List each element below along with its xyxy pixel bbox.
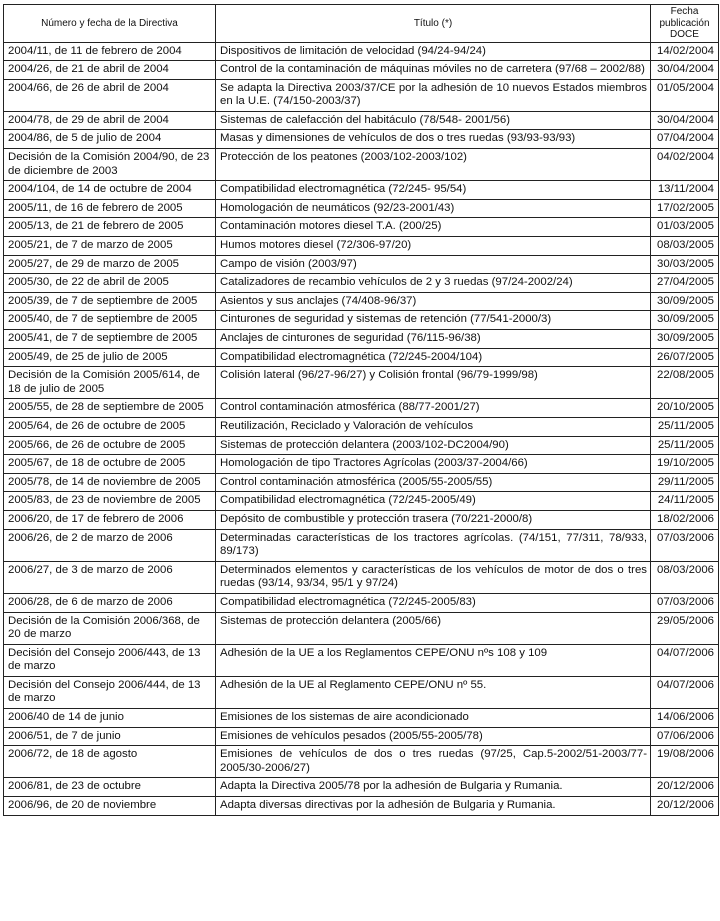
directives-table <box>3 4 719 816</box>
directive-number-date: 2006/51, de 7 de junio <box>4 727 216 746</box>
table-row <box>4 644 719 676</box>
directive-number-date: 2005/66, de 26 de octubre de 2005 <box>4 436 216 455</box>
directive-number-date: 2004/11, de 11 de febrero de 2004 <box>4 42 216 61</box>
directive-title: Depósito de combustible y protección trasera (70/221-2000/8) <box>216 510 651 529</box>
directive-title: Dispositivos de limitación de velocidad (94/24-94/24) <box>216 42 651 61</box>
header-row <box>4 5 719 43</box>
doce-publication-date: 01/05/2004 <box>651 79 719 111</box>
doce-publication-date: 30/09/2005 <box>651 330 719 349</box>
directive-number-date: 2005/83, de 23 de noviembre de 2005 <box>4 492 216 511</box>
table-row <box>4 181 719 200</box>
directive-title: Protección de los peatones (2003/102-2003/102) <box>216 149 651 181</box>
directive-number-date: 2006/72, de 18 de agosto <box>4 746 216 778</box>
doce-publication-date: 07/04/2004 <box>651 130 719 149</box>
table-row <box>4 797 719 816</box>
directive-number-date: 2005/64, de 26 de octubre de 2005 <box>4 417 216 436</box>
table-row <box>4 218 719 237</box>
directive-title: Control contaminación atmosférica (88/77-2001/27) <box>216 399 651 418</box>
directive-number-date: 2005/21, de 7 de marzo de 2005 <box>4 237 216 256</box>
directive-number-date: 2006/40 de 14 de junio <box>4 709 216 728</box>
directive-title: Emisiones de vehículos pesados (2005/55-2005/78) <box>216 727 651 746</box>
directive-title: Homologación de neumáticos (92/23-2001/43) <box>216 199 651 218</box>
directive-number-date: Decisión del Consejo 2006/444, de 13 de marzo <box>4 676 216 708</box>
doce-publication-date: 18/02/2006 <box>651 510 719 529</box>
table-row <box>4 149 719 181</box>
doce-publication-date: 25/11/2005 <box>651 417 719 436</box>
directive-title: Compatibilidad electromagnética (72/245-2005/83) <box>216 593 651 612</box>
directive-number-date: Decisión de la Comisión 2004/90, de 23 de diciembre de 2003 <box>4 149 216 181</box>
doce-publication-date: 01/03/2005 <box>651 218 719 237</box>
table-row <box>4 348 719 367</box>
directive-title: Reutilización, Reciclado y Valoración de vehículos <box>216 417 651 436</box>
directive-number-date: 2005/11, de 16 de febrero de 2005 <box>4 199 216 218</box>
directive-title: Cinturones de seguridad y sistemas de retención (77/541-2000/3) <box>216 311 651 330</box>
doce-publication-date: 07/03/2006 <box>651 529 719 561</box>
table-row <box>4 274 719 293</box>
directive-title: Adapta diversas directivas por la adhesión de Bulgaria y Rumania. <box>216 797 651 816</box>
doce-publication-date: 30/03/2005 <box>651 255 719 274</box>
doce-publication-date: 14/02/2004 <box>651 42 719 61</box>
directive-number-date: 2006/28, de 6 de marzo de 2006 <box>4 593 216 612</box>
directive-number-date: 2005/13, de 21 de febrero de 2005 <box>4 218 216 237</box>
table-row <box>4 510 719 529</box>
directive-title: Sistemas de protección delantera (2003/102-DC2004/90) <box>216 436 651 455</box>
directive-number-date: 2005/78, de 14 de noviembre de 2005 <box>4 473 216 492</box>
table-row <box>4 561 719 593</box>
table-row <box>4 676 719 708</box>
directive-title: Se adapta la Directiva 2003/37/CE por la adhesión de 10 nuevos Estados miembros en la U.E. (74/150-2003/37) <box>216 79 651 111</box>
doce-publication-date: 07/03/2006 <box>651 593 719 612</box>
doce-publication-date: 27/04/2005 <box>651 274 719 293</box>
directive-title: Emisiones de los sistemas de aire acondicionado <box>216 709 651 728</box>
directive-title: Determinados elementos y características de los vehículos de motor de dos o tres ruedas (93/14, 93/34, 95/1 y 97/24) <box>216 561 651 593</box>
table-row <box>4 237 719 256</box>
directive-title: Catalizadores de recambio vehículos de 2 y 3 ruedas (97/24-2002/24) <box>216 274 651 293</box>
doce-publication-date: 30/04/2004 <box>651 111 719 130</box>
table-row <box>4 492 719 511</box>
directive-number-date: 2006/20, de 17 de febrero de 2006 <box>4 510 216 529</box>
directive-title: Campo de visión (2003/97) <box>216 255 651 274</box>
doce-publication-date: 20/12/2006 <box>651 797 719 816</box>
table-row <box>4 709 719 728</box>
directive-title: Contaminación motores diesel T.A. (200/25) <box>216 218 651 237</box>
header-title: Título (*) <box>216 5 651 43</box>
table-row <box>4 455 719 474</box>
doce-publication-date: 29/11/2005 <box>651 473 719 492</box>
table-row <box>4 330 719 349</box>
directive-title: Compatibilidad electromagnética (72/245-2005/49) <box>216 492 651 511</box>
doce-publication-date: 30/04/2004 <box>651 61 719 80</box>
table-body <box>4 42 719 815</box>
directive-title: Sistemas de protección delantera (2005/66) <box>216 612 651 644</box>
directive-title: Anclajes de cinturones de seguridad (76/115-96/38) <box>216 330 651 349</box>
directive-title: Sistemas de calefacción del habitáculo (78/548- 2001/56) <box>216 111 651 130</box>
directive-number-date: 2004/78, de 29 de abril de 2004 <box>4 111 216 130</box>
directive-title: Compatibilidad electromagnética (72/245- 95/54) <box>216 181 651 200</box>
table-row <box>4 778 719 797</box>
table-row <box>4 367 719 399</box>
directive-number-date: 2006/96, de 20 de noviembre <box>4 797 216 816</box>
doce-publication-date: 07/06/2006 <box>651 727 719 746</box>
table-row <box>4 417 719 436</box>
directive-number-date: 2006/27, de 3 de marzo de 2006 <box>4 561 216 593</box>
doce-publication-date: 30/09/2005 <box>651 311 719 330</box>
header-number-date: Número y fecha de la Directiva <box>4 5 216 43</box>
directive-number-date: 2005/55, de 28 de septiembre de 2005 <box>4 399 216 418</box>
directive-title: Homologación de tipo Tractores Agrícolas (2003/37-2004/66) <box>216 455 651 474</box>
doce-publication-date: 08/03/2006 <box>651 561 719 593</box>
directive-number-date: 2005/39, de 7 de septiembre de 2005 <box>4 292 216 311</box>
table-row <box>4 746 719 778</box>
directive-title: Colisión lateral (96/27-96/27) y Colisión frontal (96/79-1999/98) <box>216 367 651 399</box>
table-row <box>4 311 719 330</box>
directive-title: Humos motores diesel (72/306-97/20) <box>216 237 651 256</box>
table-row <box>4 612 719 644</box>
table-row <box>4 199 719 218</box>
doce-publication-date: 17/02/2005 <box>651 199 719 218</box>
doce-publication-date: 19/10/2005 <box>651 455 719 474</box>
table-row <box>4 727 719 746</box>
directive-number-date: 2005/67, de 18 de octubre de 2005 <box>4 455 216 474</box>
directive-number-date: 2004/66, de 26 de abril de 2004 <box>4 79 216 111</box>
doce-publication-date: 04/02/2004 <box>651 149 719 181</box>
table-row <box>4 473 719 492</box>
directive-number-date: 2006/26, de 2 de marzo de 2006 <box>4 529 216 561</box>
doce-publication-date: 26/07/2005 <box>651 348 719 367</box>
directive-number-date: Decisión del Consejo 2006/443, de 13 de marzo <box>4 644 216 676</box>
directive-title: Asientos y sus anclajes (74/408-96/37) <box>216 292 651 311</box>
directive-title: Adhesión de la UE a los Reglamentos CEPE/ONU nºs 108 y 109 <box>216 644 651 676</box>
directive-number-date: 2004/26, de 21 de abril de 2004 <box>4 61 216 80</box>
table-row <box>4 529 719 561</box>
directive-title: Masas y dimensiones de vehículos de dos o tres ruedas (93/93-93/93) <box>216 130 651 149</box>
directive-number-date: 2004/86, de 5 de julio de 2004 <box>4 130 216 149</box>
directive-title: Emisiones de vehículos de dos o tres ruedas (97/25, Cap.5-2002/51-2003/77-2005/30-2006/27) <box>216 746 651 778</box>
table-row <box>4 130 719 149</box>
doce-publication-date: 08/03/2005 <box>651 237 719 256</box>
directive-title: Adhesión de la UE al Reglamento CEPE/ONU nº 55. <box>216 676 651 708</box>
doce-publication-date: 22/08/2005 <box>651 367 719 399</box>
directive-title: Adapta la Directiva 2005/78 por la adhesión de Bulgaria y Rumania. <box>216 778 651 797</box>
table-row <box>4 399 719 418</box>
directive-number-date: 2005/30, de 22 de abril de 2005 <box>4 274 216 293</box>
directive-number-date: 2005/40, de 7 de septiembre de 2005 <box>4 311 216 330</box>
doce-publication-date: 20/10/2005 <box>651 399 719 418</box>
header-doce-date: Fecha publicación DOCE <box>651 5 719 43</box>
table-row <box>4 79 719 111</box>
doce-publication-date: 24/11/2005 <box>651 492 719 511</box>
table-row <box>4 111 719 130</box>
table-row <box>4 436 719 455</box>
directive-number-date: 2005/41, de 7 de septiembre de 2005 <box>4 330 216 349</box>
directive-title: Compatibilidad electromagnética (72/245-2004/104) <box>216 348 651 367</box>
directive-title: Control de la contaminación de máquinas móviles no de carretera (97/68 – 2002/88) <box>216 61 651 80</box>
directive-number-date: 2005/49, de 25 de julio de 2005 <box>4 348 216 367</box>
doce-publication-date: 25/11/2005 <box>651 436 719 455</box>
doce-publication-date: 04/07/2006 <box>651 644 719 676</box>
doce-publication-date: 30/09/2005 <box>651 292 719 311</box>
table-row <box>4 61 719 80</box>
directive-title: Determinadas características de los tractores agrícolas. (74/151, 77/311, 78/933, 89/173) <box>216 529 651 561</box>
doce-publication-date: 20/12/2006 <box>651 778 719 797</box>
directive-number-date: Decisión de la Comisión 2006/368, de 20 de marzo <box>4 612 216 644</box>
table-row <box>4 593 719 612</box>
table-row <box>4 42 719 61</box>
directive-number-date: 2005/27, de 29 de marzo de 2005 <box>4 255 216 274</box>
doce-publication-date: 13/11/2004 <box>651 181 719 200</box>
directive-number-date: Decisión de la Comisión 2005/614, de 18 de julio de 2005 <box>4 367 216 399</box>
doce-publication-date: 29/05/2006 <box>651 612 719 644</box>
table-row <box>4 255 719 274</box>
directive-number-date: 2006/81, de 23 de octubre <box>4 778 216 797</box>
doce-publication-date: 14/06/2006 <box>651 709 719 728</box>
directive-title: Control contaminación atmosférica (2005/55-2005/55) <box>216 473 651 492</box>
directive-number-date: 2004/104, de 14 de octubre de 2004 <box>4 181 216 200</box>
doce-publication-date: 19/08/2006 <box>651 746 719 778</box>
table-row <box>4 292 719 311</box>
doce-publication-date: 04/07/2006 <box>651 676 719 708</box>
